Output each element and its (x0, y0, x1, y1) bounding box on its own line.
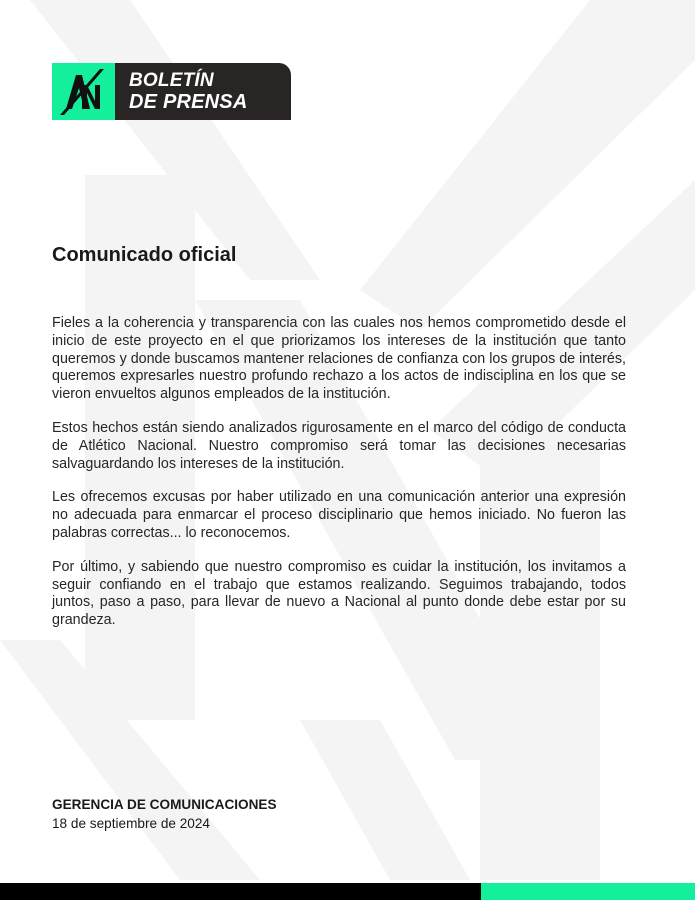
footer-bar-green-segment (481, 883, 695, 900)
logo-text-plate (115, 63, 291, 120)
an-monogram-icon (52, 63, 115, 120)
signature-department: GERENCIA DE COMUNICACIONES (52, 797, 277, 812)
logo-text-de-prensa: DE PRENSA (129, 91, 248, 113)
statement-body (52, 315, 626, 646)
press-bulletin-logo (52, 63, 291, 120)
signature-block (52, 795, 277, 833)
paragraph-3: Les ofrecemos excusas por haber utilizado en una comunicación anterior una expresión no adecuada para enmarcar el proceso disciplinario que hemos iniciado. No fueron las palabras correctas... lo reconocemos. (52, 489, 626, 541)
logo-text-boletin: BOLETÍN (129, 70, 214, 91)
paragraph-2: Estos hechos están siendo analizados rigurosamente en el marco del código de conducta de Atlético Nacional. Nuestro compromiso será tomar las decisiones necesarias salvaguardando los intereses de la institución. (52, 419, 626, 472)
page-title: Comunicado oficial (52, 244, 237, 266)
watermark-bottom-mid (300, 720, 470, 880)
brand-mark (52, 63, 115, 120)
footer-bar-dark-segment (0, 883, 481, 900)
paragraph-4: Por último, y sabiendo que nuestro compromiso es cuidar la institución, los invitamos a seguir confiando en el trabajo que estamos realizando. Seguimos trabajando, todos juntos, paso a paso, para llevar de nuevo a Nacional al punto donde debe estar por su grandeza. (52, 558, 626, 629)
footer-bar (0, 883, 695, 900)
paragraph-1: Fieles a la coherencia y transparencia con las cuales nos hemos comprometido desde el inicio de este proyecto en el que priorizamos los intereses de la institución que tanto queremos y donde buscamos mantener relaciones de confianza con los grupos de interés, queremos expresarles nuestro profundo rechazo a los actos de indisciplina en los que se vieron envueltos algunos empleados de la institución. (52, 315, 626, 403)
signature-date: 18 de septiembre de 2024 (52, 816, 210, 831)
